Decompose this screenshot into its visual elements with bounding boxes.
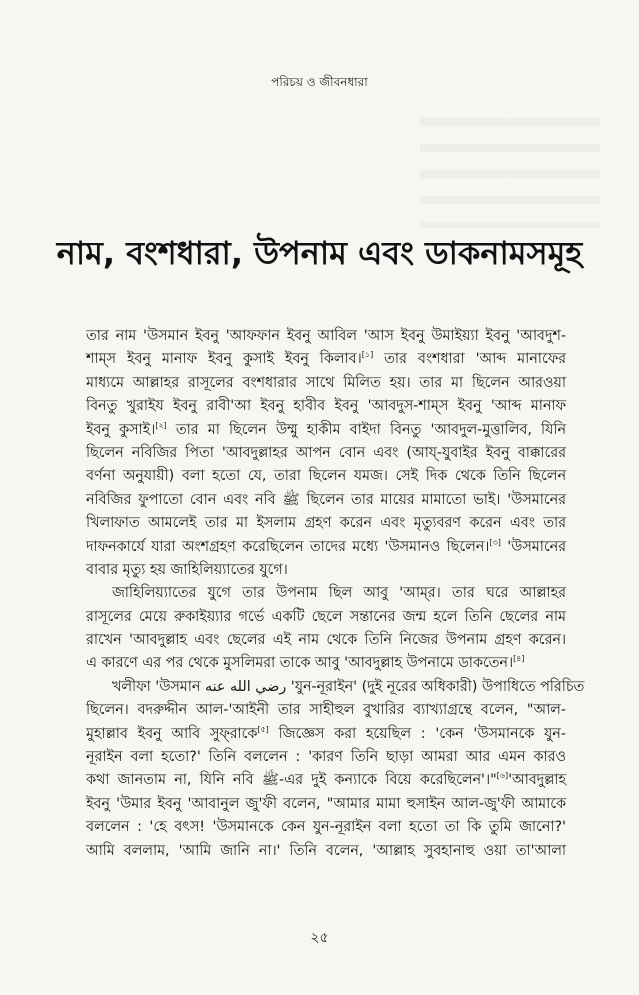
chapter-title: নাম, বংশধারা, উপনাম এবং ডাকনামসমূহ bbox=[56, 234, 583, 272]
text-line: ইবনু 'উমার ইবনু 'আবানুল জু'ফী বলেন, "আমার মামা হুসাইন আল-জু'ফী আমাকে bbox=[86, 795, 566, 812]
text-line: নূরাইন বলা হতো?' তিনি বললেন : 'কারণ তিনি ছাড়া আমরা আর এমন কারও bbox=[86, 749, 566, 766]
text-line: শাম্‌স ইবনু মানাফ ইবনু কুসাই ইবনু কিলাব।[১] তার বংশধারা 'আব্দ মানাফের bbox=[86, 350, 567, 368]
text-line: তার নাম 'উসমান ইবনু 'আফফান ইবনু আবিল 'আস ইবনু উমাইয়্যা ইবনু 'আবদুশ- bbox=[86, 328, 566, 344]
body-text bbox=[86, 325, 585, 863]
footnote-marker: [৬] bbox=[496, 771, 509, 781]
text-line: ছিলেন। বদরুদ্দীন আল-'আইনী তার সাহীহুল বুখারির ব্যাখ্যাগ্রন্থে বলেন, "আল- bbox=[86, 702, 566, 719]
running-head: পরিচয় ও জীবনধারা bbox=[271, 75, 368, 89]
text-line: এ কারণে এর পর থেকে মুসলিমরা তাকে আবু 'আবদুল্লাহ উপনামে ডাকতেন।[৪] bbox=[86, 654, 525, 672]
footnote-marker: [১] bbox=[361, 350, 374, 360]
text-line: বিনতু খুরাইয ইবনু রাবী'আ ইবনু হাবীব ইবনু 'আবদুস-শাম্‌স ইবনু 'আব্দ মানাফ bbox=[86, 398, 566, 415]
footnote-marker: [৫] bbox=[257, 724, 269, 734]
text-line: বাবার মৃত্যু হয় জাহিলিয়্যাতের যুগে। bbox=[86, 561, 288, 578]
footnote-marker: [৩] bbox=[489, 537, 501, 547]
text-line: দাফনকার্যে যারা অংশগ্রহণ করেছিলেন তাদের মধ্যে 'উসমানও ছিলেন।[৩] 'উসমানের bbox=[86, 537, 566, 555]
text-line: আমি বললাম, 'আমি জানি না।' তিনি বলেন, 'আল্লাহ সুবহানাহু ওয়া তা'আলা bbox=[86, 842, 566, 859]
footnote-marker: [২] bbox=[155, 420, 167, 430]
text-line: নবিজির ফুপাতো বোন এবং নবি ﷺ ছিলেন তার মায়ের মামাতো ভাই। 'উসমানের bbox=[86, 491, 566, 508]
text-line: খলীফা 'উসমান رضي الله عنه 'যুন-নূরাইন' (দুই নূরের অধিকারী) উপাধিতে পরিচিত bbox=[112, 678, 585, 695]
text-line: বললেন : 'হে বৎস! 'উসমানকে কেন যুন-নূরাইন বলা হতো তা কি তুমি জানো?' bbox=[86, 819, 566, 836]
text-line: জাহিলিয়্যাতের যুগে তার উপনাম ছিল আবু 'আম্‌র। তার ঘরে আল্লাহর bbox=[112, 585, 566, 602]
footnote-marker: [৪] bbox=[513, 654, 525, 664]
text-line: ছিলেন নবিজির পিতা 'আবদুল্লাহর আপন বোন এবং (আয্‌-যুবাইর ইবনু বাক্কারের bbox=[86, 444, 566, 461]
page-number: ২৫ bbox=[310, 930, 329, 946]
text-line: মুহাল্লাব ইবনু আবি সুফ্‌রাকে[৫] জিজ্ঞেস করা হয়েছিল : 'কেন 'উসমানকে যুন- bbox=[86, 724, 566, 742]
text-line: মাধ্যমে আল্লাহর রাসূলের বংশধারার সাথে মিলিত হয়। তার মা ছিলেন আরওয়া bbox=[86, 374, 566, 391]
text-line: বর্ণনা অনুযায়ী) বলা হতো যে, তারা ছিলেন যমজ। সেই দিক থেকে তিনি ছিলেন bbox=[86, 468, 566, 485]
text-line: রাসূলের মেয়ে রুকাইয়্যার গর্ভে একটি ছেলে সন্তানের জন্ম হলে তিনি ছেলের নাম bbox=[86, 608, 566, 625]
text-line: খিলাফাত আমলেই তার মা ইসলাম গ্রহণ করেন এবং মৃত্যুবরণ করেন এবং তার bbox=[86, 515, 566, 532]
bleed-through-shadow bbox=[420, 118, 600, 228]
text-line: রাখেন 'আবদুল্লাহ এবং ছেলের এই নাম থেকে তিনি নিজের উপনাম গ্রহণ করেন। bbox=[86, 632, 566, 649]
text-line: কথা জানতাম না, যিনি নবি ﷺ-এর দুই কন্যাকে বিয়ে করেছিলেন'।"[৬]'আবদুল্লাহ bbox=[86, 771, 567, 789]
text-line: ইবনু কুসাই।[২] তার মা ছিলেন উম্মু হাকীম বাইদা বিনতু 'আবদুল-মুত্তালিব, যিনি bbox=[86, 420, 566, 438]
